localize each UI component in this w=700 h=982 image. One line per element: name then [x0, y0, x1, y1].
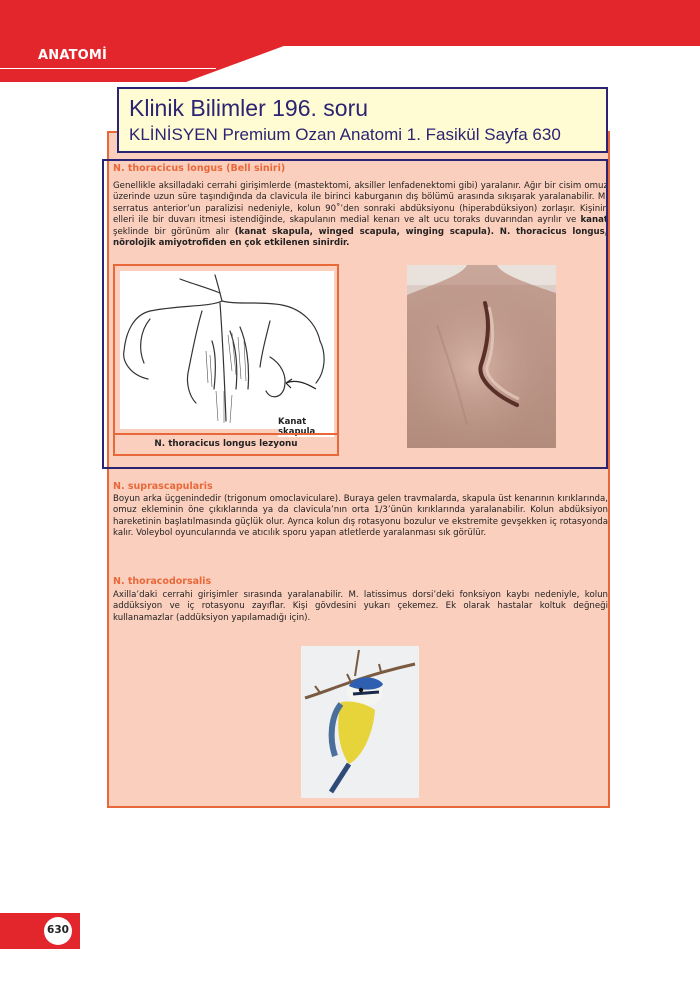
heading-thoracodorsalis: N. thoracodorsalis	[113, 576, 212, 587]
paragraph-thoracodorsalis: Axilla’daki cerrahi girişimler sırasında yaralanabilir. M. latissimus dorsi’deki fonksiyon kaybı nedeniyle, kolun addüksiyon ve iç rotasyonu zayıflar. Kişi gövdesini yukarı çekemez. Ek olarak hastalar koltuk değneği kullanamazlar (addüksiyon yapılamadığı için).	[113, 590, 608, 623]
heading-suprascapularis: N. suprascapularis	[113, 481, 213, 492]
page-number: 630	[47, 924, 69, 936]
question-title: Klinik Bilimler 196. soru	[129, 95, 369, 121]
question-source: KLİNİSYEN Premium Ozan Anatomi 1. Fasikül Sayfa 630	[129, 125, 561, 144]
figure-caption: N. thoracicus longus lezyonu	[154, 439, 298, 449]
section-rule	[0, 68, 216, 69]
bird-image	[301, 646, 419, 798]
highlight-box	[102, 159, 608, 469]
arrow-label: Kanat skapula	[278, 417, 334, 437]
header-band	[0, 0, 700, 46]
blue-tit-photo	[301, 646, 419, 798]
paragraph-thoracicus-longus: Genellikle aksilladaki cerrahi girişimlerde (mastektomi, aksiller lenfadenektomi gibi) yaralanır. Ağır bir cisim omuz üzerinde uzun süre taşındığında da clavicula ile birinci kaburganın dış bölümü arasında sıkışarak yaralanabilir. M. serratus anterior’un paralizisi nedeniyle, kolun 90˚’den sonraki abdüksiyonu (hiperabdüksiyon) zorlaşır. Kişinin elleri ile bir duvarı itmesi istendiğinde, skapulanın medial kenarı ve alt ucu toraks duvarından ayrılır ve kanat şeklinde bir görünüm alır (kanat skapula, winged scapula, winging scapula). N. thoracicus longus, nörolojik amiyotrofiden en çok etkilenen sinirdir.	[113, 181, 608, 249]
paragraph-suprascapularis: Boyun arka üçgenindedir (trigonum omoclaviculare). Buraya gelen travmalarda, skapula üst kenarının kırıklarında, omuz ekleminin öne çıkıklarında ya da clavicula’nın orta 1/3’ünün kırıklarında yaralanabilir. Kolun abdüksiyon hareketinin başlatılmasında güçlük olur. Ayrıca kolun dış rotasyonu bozulur ve ekstremite gevşekken iç rotasyonda kalır. Voleybol oyuncularında ve atıcılık sporu yapan atletlerde yaralanması sık görülür.	[113, 494, 608, 539]
section-label: ANATOMİ	[38, 48, 108, 63]
heading-thoracicus-longus: N. thoracicus longus (Bell siniri)	[113, 163, 286, 174]
question-reference-box	[117, 87, 608, 153]
